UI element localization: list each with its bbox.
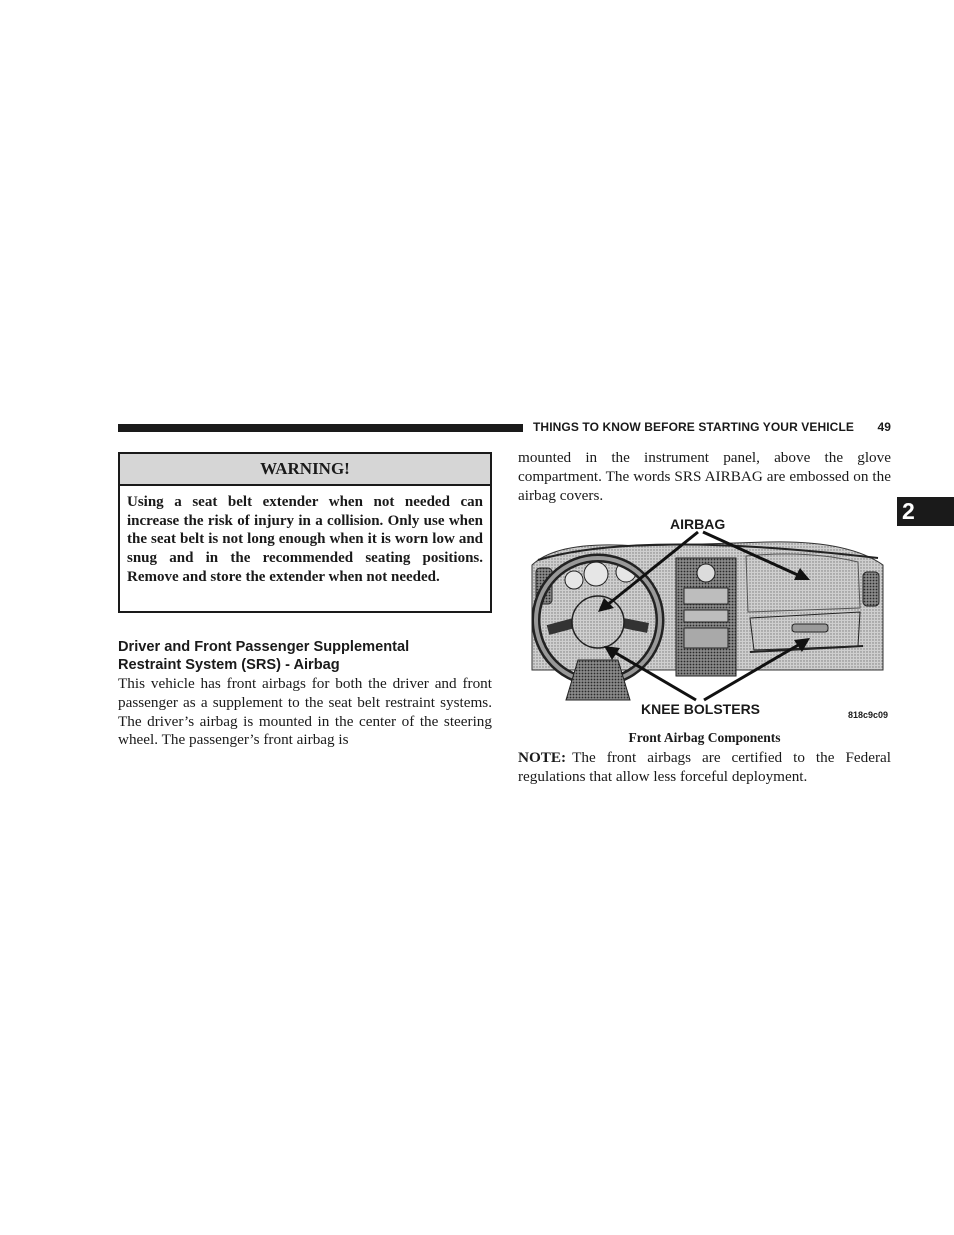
warning-title: WARNING! [120, 454, 490, 486]
knee-bolsters-label: KNEE BOLSTERS [641, 701, 761, 717]
warning-box [118, 452, 492, 613]
warning-body: Using a seat belt extender when not needed can increase the risk of injury in a collision. Only use when the seat belt is not long enough when it is worn low and snug and in the recommended seating positions. Remove and store the extender when not needed. [127, 494, 483, 585]
section-heading-line2: Restraint System (SRS) - Airbag [118, 657, 340, 673]
header-section-title: THINGS TO KNOW BEFORE STARTING YOUR VEHICLE [533, 420, 854, 434]
section-paragraph: This vehicle has front airbags for both the driver and front passenger as a supplement to the seat belt restraint systems. The driver’s airbag is mounted in the center of the steering wheel. The passenger’s front airbag is [118, 675, 492, 749]
section-heading [118, 638, 492, 674]
dashboard-illustration [518, 510, 891, 725]
airbag-label: AIRBAG [670, 516, 726, 532]
airbag-figure [518, 510, 891, 725]
continued-paragraph: mounted in the instrument panel, above the glove compartment. The words SRS AIRBAG are embossed on the airbag covers. [518, 449, 891, 504]
section-heading-line1: Driver and Front Passenger Supplemental [118, 639, 410, 655]
note-text: The front airbags are certified to the Federal regulations that allow less forceful deployment. [518, 749, 891, 785]
figure-caption: Front Airbag Components [628, 730, 781, 745]
page-number: 49 [877, 420, 891, 434]
note-paragraph [518, 749, 891, 787]
chapter-tab: 2 [897, 497, 954, 526]
figure-code: 818c9c09 [848, 710, 889, 720]
header-rule [118, 424, 523, 432]
note-label: NOTE: [518, 749, 567, 766]
running-header [533, 420, 891, 434]
